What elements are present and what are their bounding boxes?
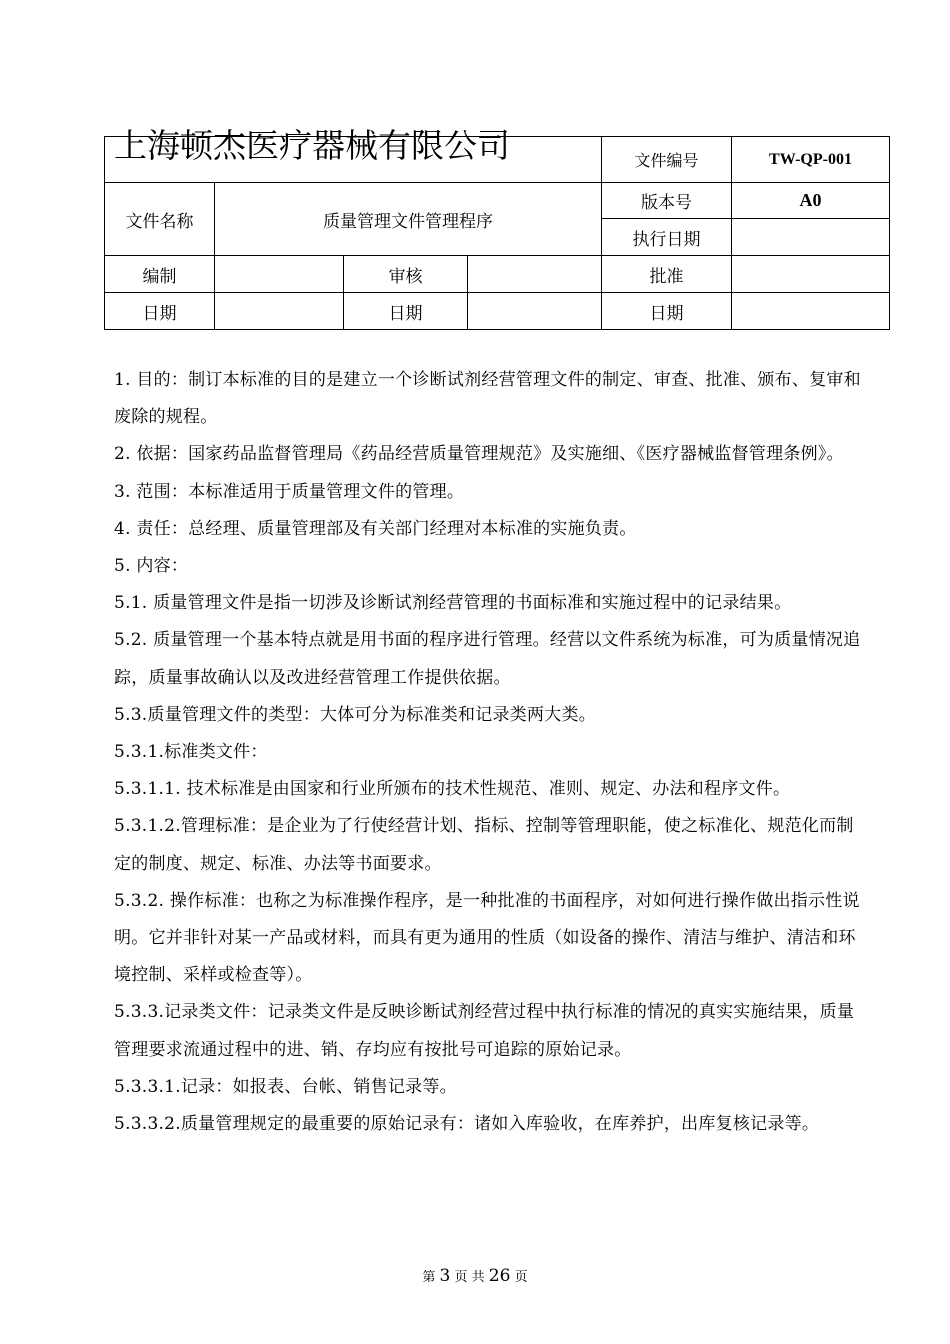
paragraph: 5.3.1.标准类文件： [114, 742, 268, 763]
exec-date-value [732, 219, 890, 256]
doc-name-value: 质量管理文件管理程序 [215, 183, 602, 256]
exec-date-label: 执行日期 [602, 219, 732, 256]
version-label: 版本号 [602, 183, 732, 219]
document-header-table [104, 136, 890, 330]
doc-no-value: TW-QP-001 [732, 137, 890, 183]
approve-value [732, 256, 890, 293]
company-cell [105, 137, 602, 183]
paragraph: 5.1. 质量管理文件是指一切涉及诊断试剂经营管理的书面标准和实施过程中的记录结果。 [114, 593, 792, 614]
paragraph: 3. 范围：本标准适用于质量管理文件的管理。 [114, 481, 465, 502]
page-total: 26 [488, 1266, 511, 1286]
paragraph: 5.3.3.2.质量管理规定的最重要的原始记录有：诸如入库验收，在库养护，出库复核记录等。 [114, 1114, 820, 1135]
paragraph: 5.3.1.1. 技术标准是由国家和行业所颁布的技术性规范、准则、规定、办法和程序文件。 [114, 779, 791, 800]
compile-date-label: 日期 [105, 293, 215, 330]
page-footer [0, 1266, 950, 1286]
review-date-label: 日期 [344, 293, 468, 330]
footer-middle: 页 共 [454, 1270, 485, 1285]
footer-prefix: 第 [422, 1270, 436, 1285]
paragraph: 5.3.2. 操作标准：也称之为标准操作程序，是一种批准的书面程序，对如何进行操作做出指示性说明。它并非针对某一产品或材料，而具有更为通用的性质（如设备的操作、清洁与维护、清洁和环境控制、采样或检查等）。 [114, 890, 860, 986]
version-value: A0 [732, 183, 890, 219]
paragraph: 4. 责任：总经理、质量管理部及有关部门经理对本标准的实施负责。 [114, 518, 637, 539]
approve-label: 批准 [602, 256, 732, 293]
review-date-value [468, 293, 602, 330]
compile-label: 编制 [105, 256, 215, 293]
paragraph: 1. 目的：制订本标准的目的是建立一个诊断试剂经营管理文件的制定、审查、批准、颁布、复审和废除的规程。 [114, 370, 861, 428]
paragraph: 5.3.1.2.管理标准：是企业为了行使经营计划、指标、控制等管理职能，使之标准化、规范化而制定的制度、规定、标准、办法等书面要求。 [114, 816, 854, 874]
review-value [468, 256, 602, 293]
review-label: 审核 [344, 256, 468, 293]
footer-suffix: 页 [514, 1270, 528, 1285]
company-name: 上海顿杰医疗器械有限公司 [114, 126, 510, 165]
approve-date-label: 日期 [602, 293, 732, 330]
compile-value [215, 256, 344, 293]
paragraph: 5.3.质量管理文件的类型：大体可分为标准类和记录类两大类。 [114, 704, 596, 725]
doc-no-label: 文件编号 [602, 137, 732, 183]
doc-name-label: 文件名称 [105, 183, 215, 256]
paragraph: 5.3.3.记录类文件：记录类文件是反映诊断试剂经营过程中执行标准的情况的真实实施结果，质量管理要求流通过程中的进、销、存均应有按批号可追踪的原始记录。 [114, 1002, 855, 1060]
paragraph: 5.3.3.1.记录：如报表、台帐、销售记录等。 [114, 1076, 457, 1097]
paragraph: 5.2. 质量管理一个基本特点就是用书面的程序进行管理。经营以文件系统为标准，可为质量情况追踪，质量事故确认以及改进经营管理工作提供依据。 [114, 630, 861, 688]
page-number: 3 [439, 1266, 451, 1286]
paragraph: 2. 依据：国家药品监督管理局《药品经营质量管理规范》及实施细、《医疗器械监督管理条例》。 [114, 444, 844, 465]
compile-date-value [215, 293, 344, 330]
approve-date-value [732, 293, 890, 330]
document-body [114, 362, 862, 1143]
paragraph: 5. 内容： [114, 556, 189, 577]
